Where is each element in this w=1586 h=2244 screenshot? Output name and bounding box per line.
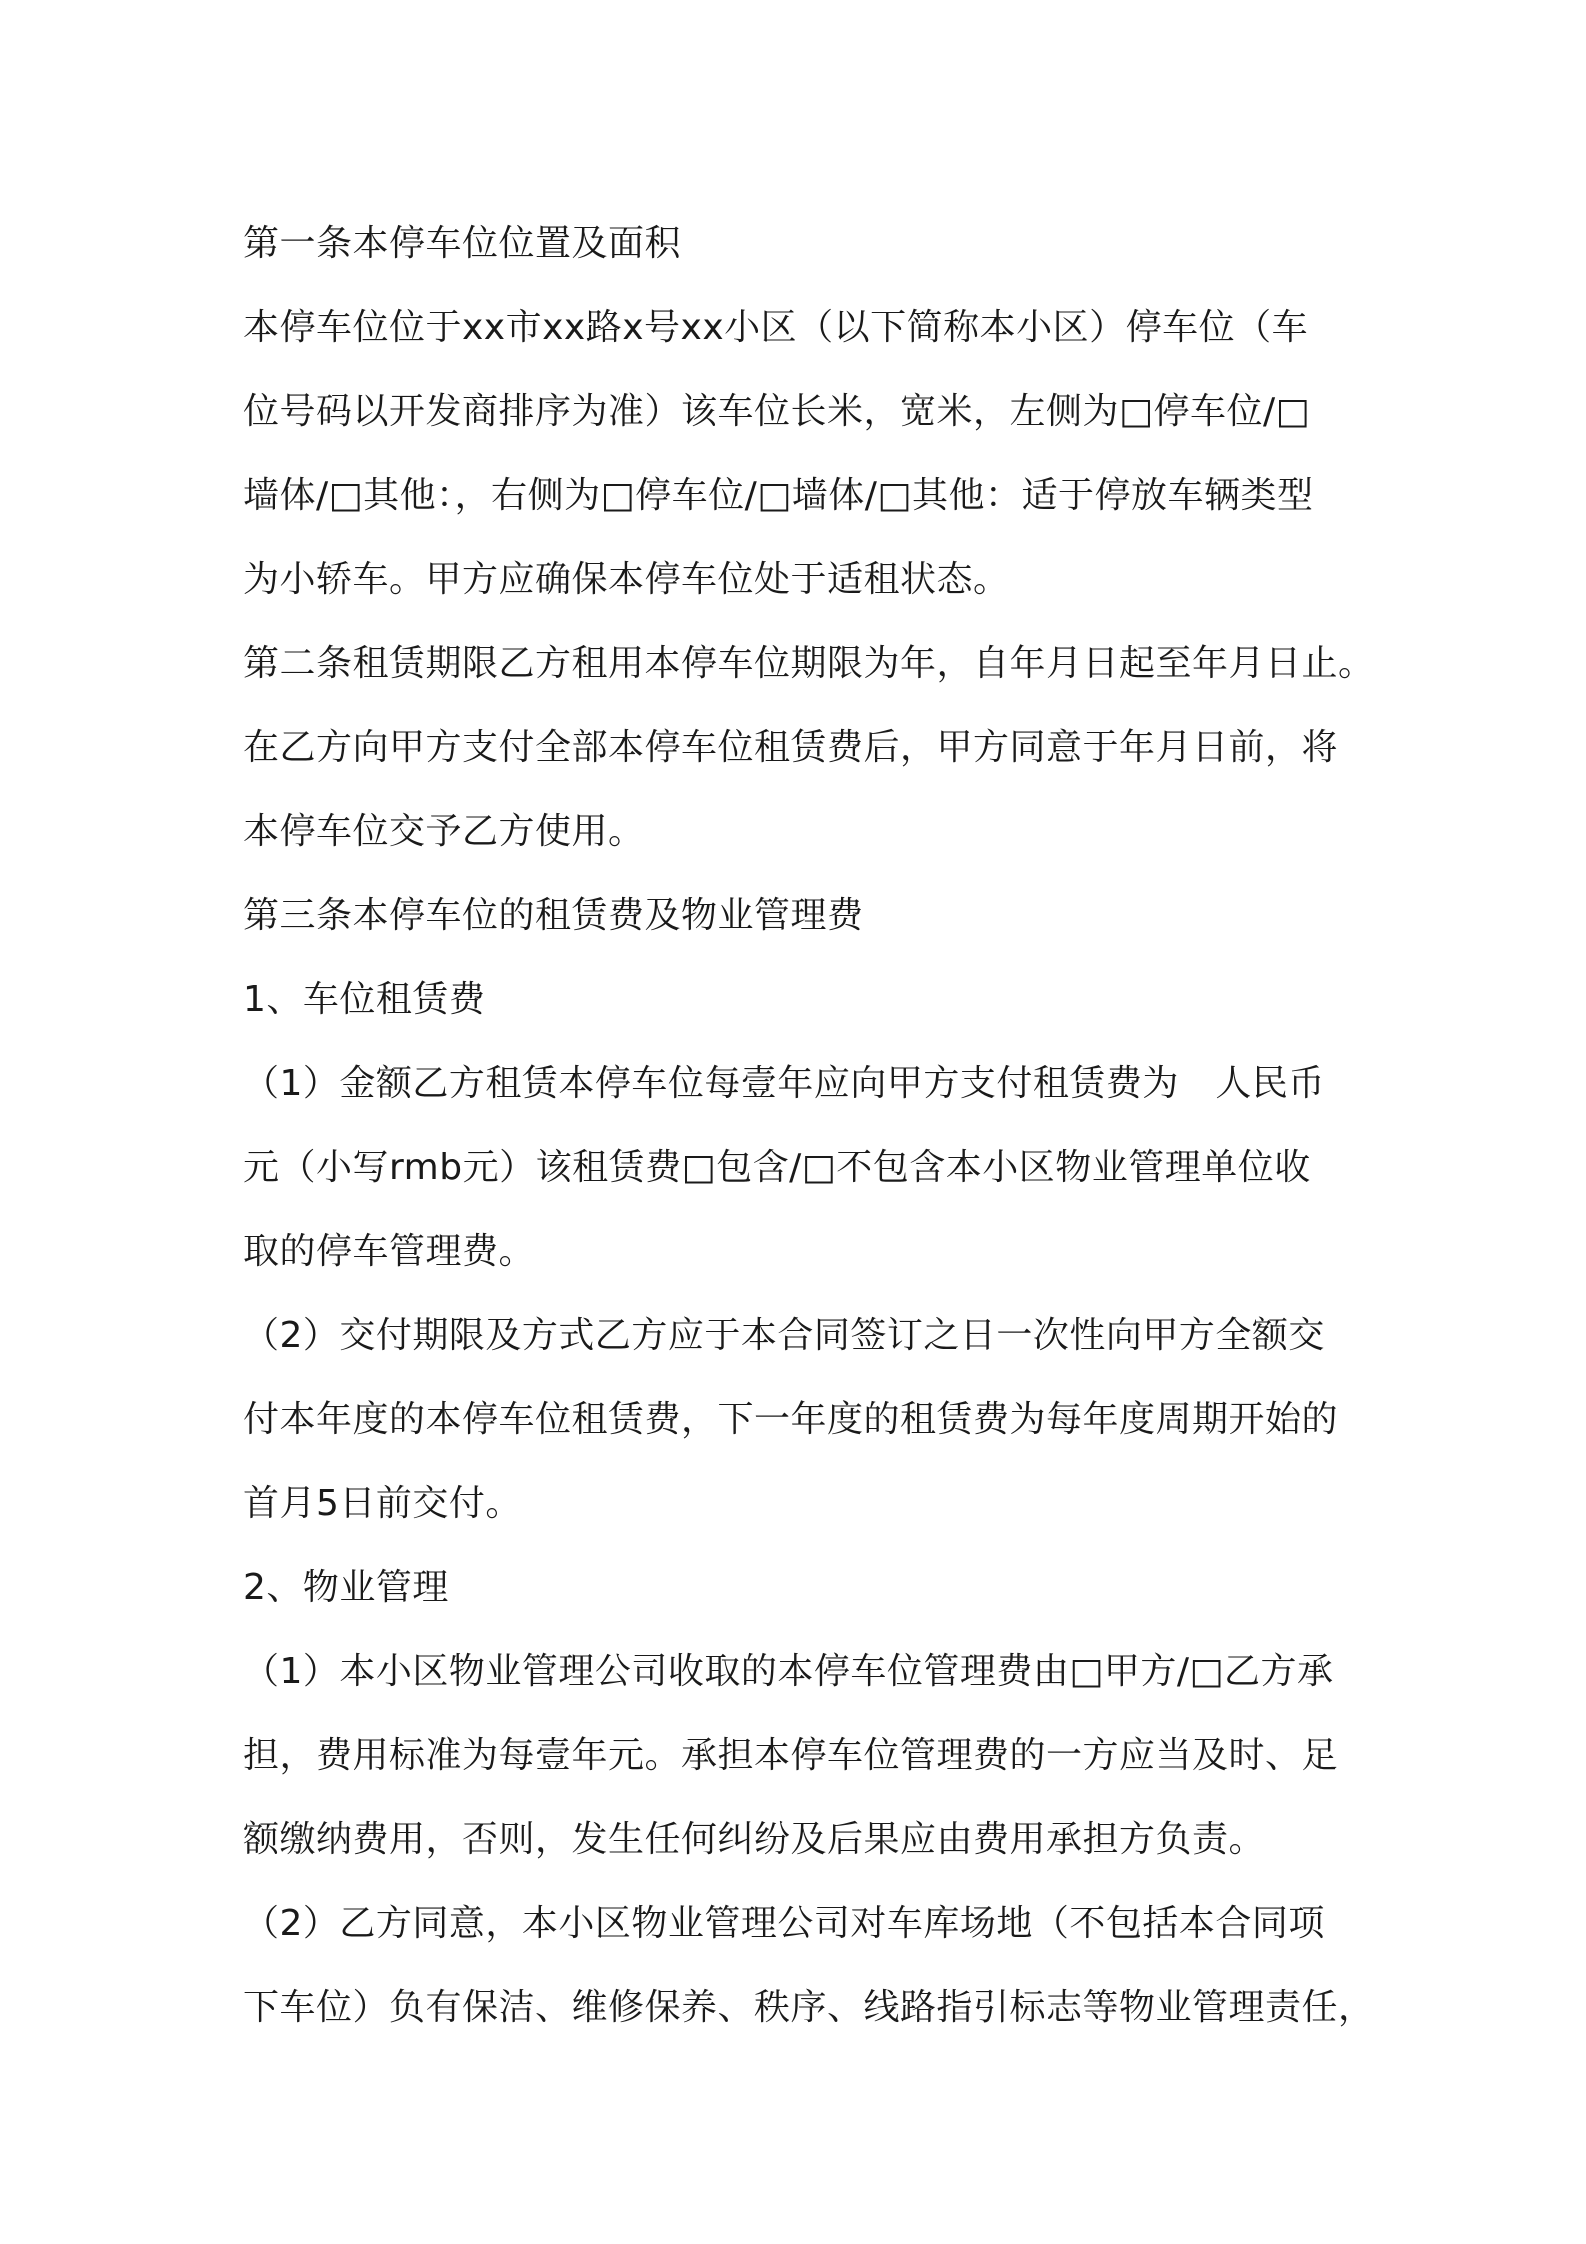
paragraph-line: （1）本小区物业管理公司收取的本停车位管理费由□甲方/□乙方承: [243, 1651, 1334, 1692]
article-3-heading: 第三条本停车位的租赁费及物业管理费: [243, 895, 864, 936]
document-body: [243, 202, 1373, 2050]
paragraph-line: 额缴纳费用，否则，发生任何纠纷及后果应由费用承担方负责。: [243, 1819, 1266, 1860]
paragraph-line: 在乙方向甲方支付全部本停车位租赁费后，甲方同意于年月日前，将: [243, 727, 1339, 768]
paragraph-line: 担，费用标准为每壹年元。承担本停车位管理费的一方应当及时、足: [243, 1735, 1339, 1776]
paragraph-line: 元（小写rmb元）该租赁费□包含/□不包含本小区物业管理单位收: [243, 1147, 1311, 1188]
section-1-heading: 1、车位租赁费: [243, 979, 486, 1020]
paragraph-line: （1）金额乙方租赁本停车位每壹年应向甲方支付租赁费为 人民币: [243, 1063, 1325, 1104]
paragraph-line: 为小轿车。甲方应确保本停车位处于适租状态。: [243, 559, 1010, 600]
paragraph-line: 下车位）负有保洁、维修保养、秩序、线路指引标志等物业管理责任，: [243, 1987, 1375, 2028]
paragraph-line: 墙体/□其他：，右侧为□停车位/□墙体/□其他：适于停放车辆类型: [243, 475, 1314, 516]
section-2-heading: 2、物业管理: [243, 1567, 449, 1608]
paragraph-line: 本停车位位于xx市xx路x号xx小区（以下简称本小区）停车位（车: [243, 307, 1309, 348]
paragraph-line: 取的停车管理费。: [243, 1231, 536, 1272]
paragraph-line: 首月5日前交付。: [243, 1483, 522, 1524]
article-1-heading: 第一条本停车位位置及面积: [243, 223, 682, 264]
paragraph-line: （2）乙方同意，本小区物业管理公司对车库场地（不包括本合同项: [243, 1903, 1325, 1944]
paragraph-line: 付本年度的本停车位租赁费，下一年度的租赁费为每年度周期开始的: [243, 1399, 1339, 1440]
paragraph-line: 位号码以开发商排序为准）该车位长米，宽米，左侧为□停车位/□: [243, 391, 1311, 432]
article-2-line: 第二条租赁期限乙方租用本停车位期限为年，自年月日起至年月日止。: [243, 643, 1375, 684]
paragraph-line: 本停车位交予乙方使用。: [243, 811, 645, 852]
paragraph-line: （2）交付期限及方式乙方应于本合同签订之日一次性向甲方全额交: [243, 1315, 1325, 1356]
